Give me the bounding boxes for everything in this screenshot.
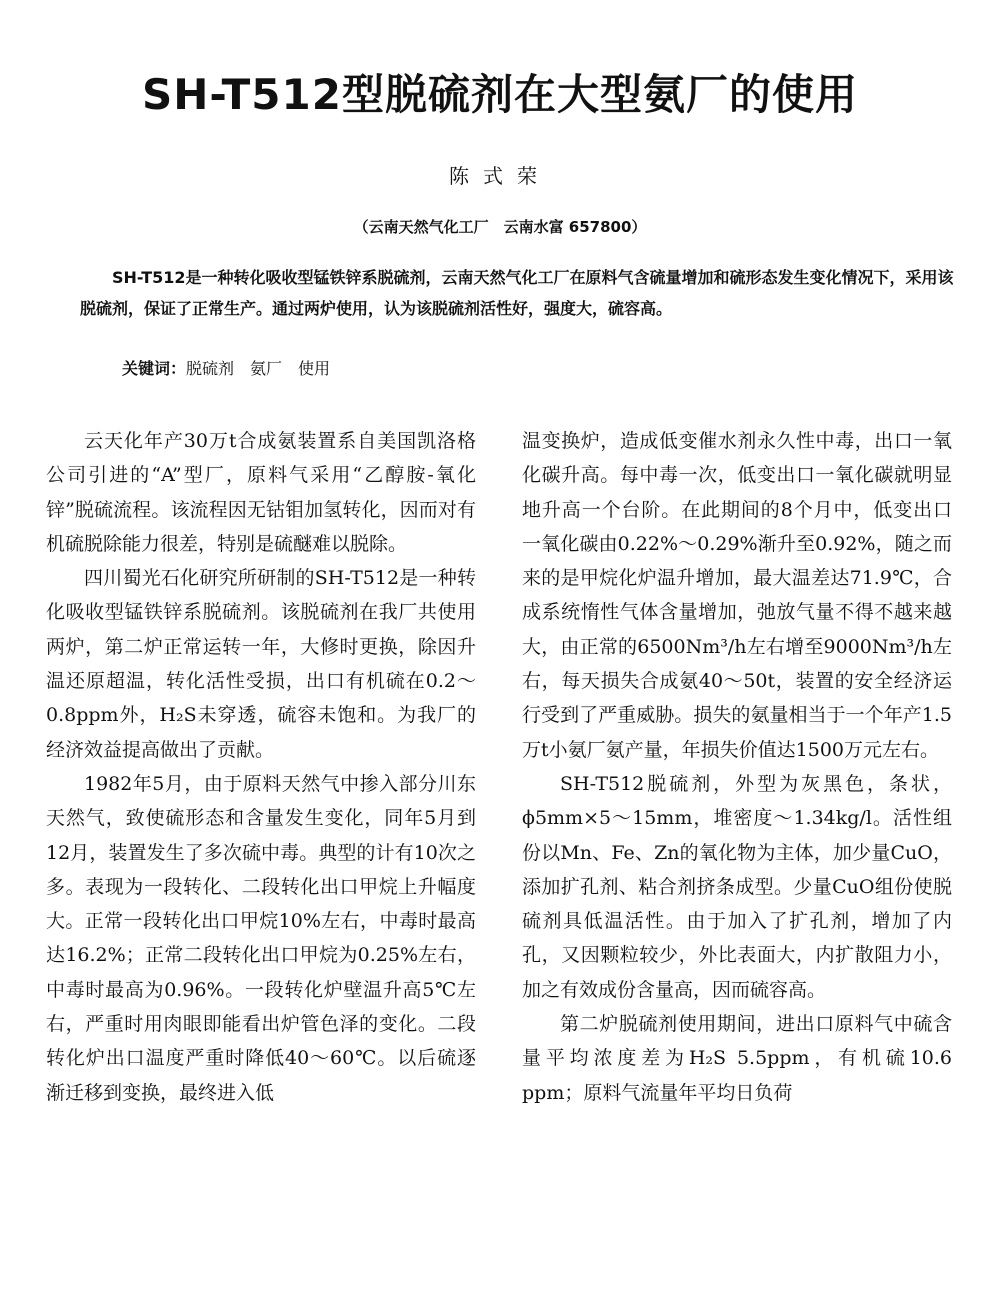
keywords	[122, 356, 942, 379]
paragraph: 1982年5月，由于原料天然气中掺入部分川东天然气，致使硫形态和含量发生变化，同年5月到12月，装置发生了多次硫中毒。典型的计有10次之多。表现为一段转化、二段转化出口甲烷上升幅度大。正常一段转化出口甲烷10%左右，中毒时最高达16.2%；正常二段转化出口甲烷为0.25%左右，中毒时最高为0.96%。一段转化炉壁温升高5℃左右，严重时用肉眼即能看出炉管色泽的变化。二段转化炉出口温度严重时降低40～60℃。以后硫逐渐迁移到变换，最终进入低	[46, 772, 476, 1104]
abstract-text: SH-T512是一种转化吸收型锰铁锌系脱硫剂，云南天然气化工厂在原料气含硫量增加和硫形态发生变化情况下，采用该脱硫剂，保证了正常生产。通过两炉使用，认为该脱硫剂活性好，强度大，硫容高。	[80, 268, 954, 318]
keywords-text: 脱硫剂 氨厂 使用	[186, 359, 331, 378]
paragraph: SH-T512脱硫剂，外型为灰黑色，条状，ϕ5mm×5～15mm，堆密度～1.34kg/l。活性组份以Mn、Fe、Zn的氧化物为主体，加少量CuO，添加扩孔剂、粘合剂挤条成型。少量CuO组份使脱硫剂具低温活性。由于加入了扩孔剂，增加了内孔，又因颗粒较少，外比表面大，内扩散阻力小，加之有效成份含量高，因而硫容高。	[522, 772, 952, 1001]
author-name: 陈式荣	[449, 164, 551, 188]
paragraph: 云天化年产30万t合成氨装置系自美国凯洛格公司引进的“A”型厂，原料气采用“乙醇胺-氧化锌”脱硫流程。该流程因无钴钼加氢转化，因而对有机硫脱除能力很差，特别是硫醚难以脱除。	[46, 430, 476, 555]
paragraph: 四川蜀光石化研究所研制的SH-T512是一种转化吸收型锰铁锌系脱硫剂。该脱硫剂在我厂共使用两炉，第二炉正常运转一年，大修时更换，除因升温还原超温，转化活性受损，出口有机硫在0.2～0.8ppm外，H₂S未穿透，硫容未饱和。为我厂的经济效益提高做出了贡献。	[46, 567, 476, 761]
paragraph-continued: 温变换炉，造成低变催水剂永久性中毒，出口一氧化碳升高。每中毒一次，低变出口一氧化碳就明显地升高一个台阶。在此期间的8个月中，低变出口一氧化碳由0.22%～0.29%渐升至0.92%，随之而来的是甲烷化炉温升增加，最大温差达71.9℃，合成系统惰性气体含量增加，弛放气量不得不越来越大，由正常的6500Nm³/h左右增至9000Nm³/h左右，每天损失合成氨40～50t，装置的安全经济运行受到了严重威胁。损失的氨量相当于一个年产1.5万t小氨厂氨产量，年损失价值达1500万元左右。	[522, 430, 952, 761]
keywords-label: 关键词：	[122, 359, 187, 378]
author-affiliation: （云南天然气化工厂 云南水富 657800）	[353, 218, 647, 236]
abstract	[80, 262, 960, 324]
article-title: SH-T512型脱硫剂在大型氨厂的使用	[142, 70, 858, 119]
body-right-column	[522, 424, 952, 1110]
paragraph: 第二炉脱硫剂使用期间，进出口原料气中硫含量平均浓度差为H₂S 5.5ppm，有机硫10.6 ppm；原料气流量年平均日负荷	[522, 1013, 952, 1104]
body-left-column	[46, 424, 476, 1110]
